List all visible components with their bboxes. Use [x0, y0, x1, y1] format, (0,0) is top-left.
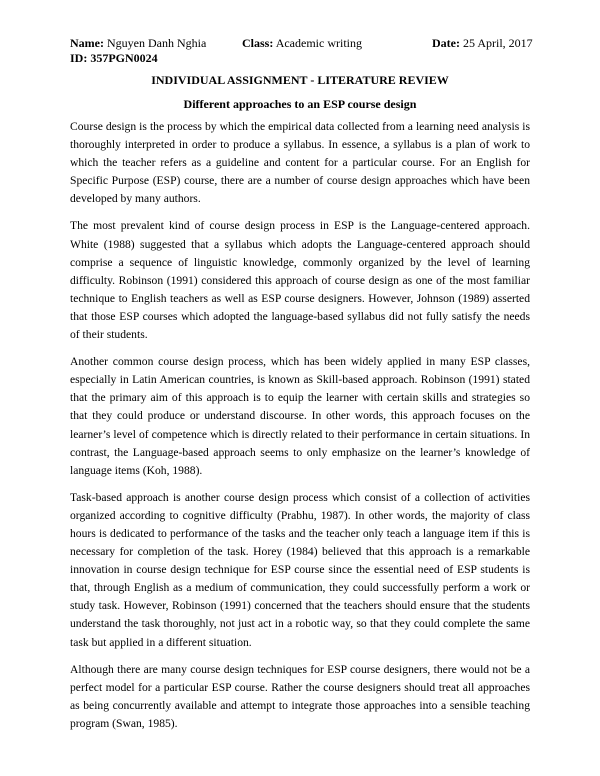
paragraph: Task-based approach is another course design process which consist of a collection of activities organized according to cognitive difficulty (Prabhu, 1987). In other words, the majority of class hours is dedicated to performance of the tasks and the teacher only teach a language item if this is necessary for completion of the task. Horey (1984) believed that this approach is a remarkable innovation in course design technique for ESP course since the essential need of ESP students is that, through English as a medium of communication, they could successfully perform a work or study task. However, Robinson (1991) concerned that the teachers should ensure that the students understand the task thoroughly, not just act in a robotic way, so that they could complete the same task but applied in a different situation.	[70, 490, 530, 649]
date-label: Date:	[432, 36, 460, 50]
id-value: 357PGN0024	[90, 51, 158, 65]
paragraph: The most prevalent kind of course design process in ESP is the Language-centered approach. White (1988) suggested that a syllabus which adopts the Language-centered approach should comprise a sequence of linguistic knowledge, commonly organized by the level of learning difficulty. Robinson (1991) considered this approach of course design as one of the most familiar technique to English teachers as well as ESP course designers. However, Johnson (1989) asserted that those ESP courses which adopted the language-based syllabus did not fully satisfy the needs of their students.	[70, 219, 530, 342]
date-value: 25 April, 2017	[462, 36, 533, 50]
id-label: ID:	[70, 51, 88, 65]
class-label: Class:	[242, 36, 274, 50]
document-subtitle: Different approaches to an ESP course design	[183, 97, 417, 111]
name-label: Name:	[70, 36, 104, 50]
class-field	[242, 36, 362, 51]
student-id-field	[70, 51, 158, 66]
document-title: INDIVIDUAL ASSIGNMENT - LITERATURE REVIEW	[151, 73, 449, 87]
paragraph: Course design is the process by which the empirical data collected from a learning need analysis is thoroughly interpreted in order to produce a syllabus. In essence, a syllabus is a plan of work to which the teacher refers as a guideline and content for a particular course. For an English for Specific Purpose (ESP) course, there are a number of course design approaches which have been developed by many authors.	[70, 120, 530, 206]
class-value: Academic writing	[275, 36, 362, 50]
date-field	[432, 36, 533, 51]
student-name-field	[70, 36, 206, 51]
paragraph: Another common course design process, which has been widely applied in many ESP classes, especially in Latin American countries, is known as Skill-based approach. Robinson (1991) stated that the primary aim of this approach is to equip the learner with certain skills and strategies so that they could produce or understand discourse. In other words, this approach focuses on the learner’s level of competence which is directly related to their performance in certain situations. In contrast, the Language-based approach seems to only emphasize on the learner’s knowledge of language items (Koh, 1988).	[70, 355, 530, 477]
name-value: Nguyen Danh Nghia	[106, 36, 207, 50]
paragraph: Although there are many course design techniques for ESP course designers, there would not be a perfect model for a particular ESP course. Rather the course designers should treat all approaches as being concurrently available and attempt to integrate those approaches into a sensible teaching program (Swan, 1985).	[70, 662, 530, 730]
document-body	[70, 118, 530, 742]
